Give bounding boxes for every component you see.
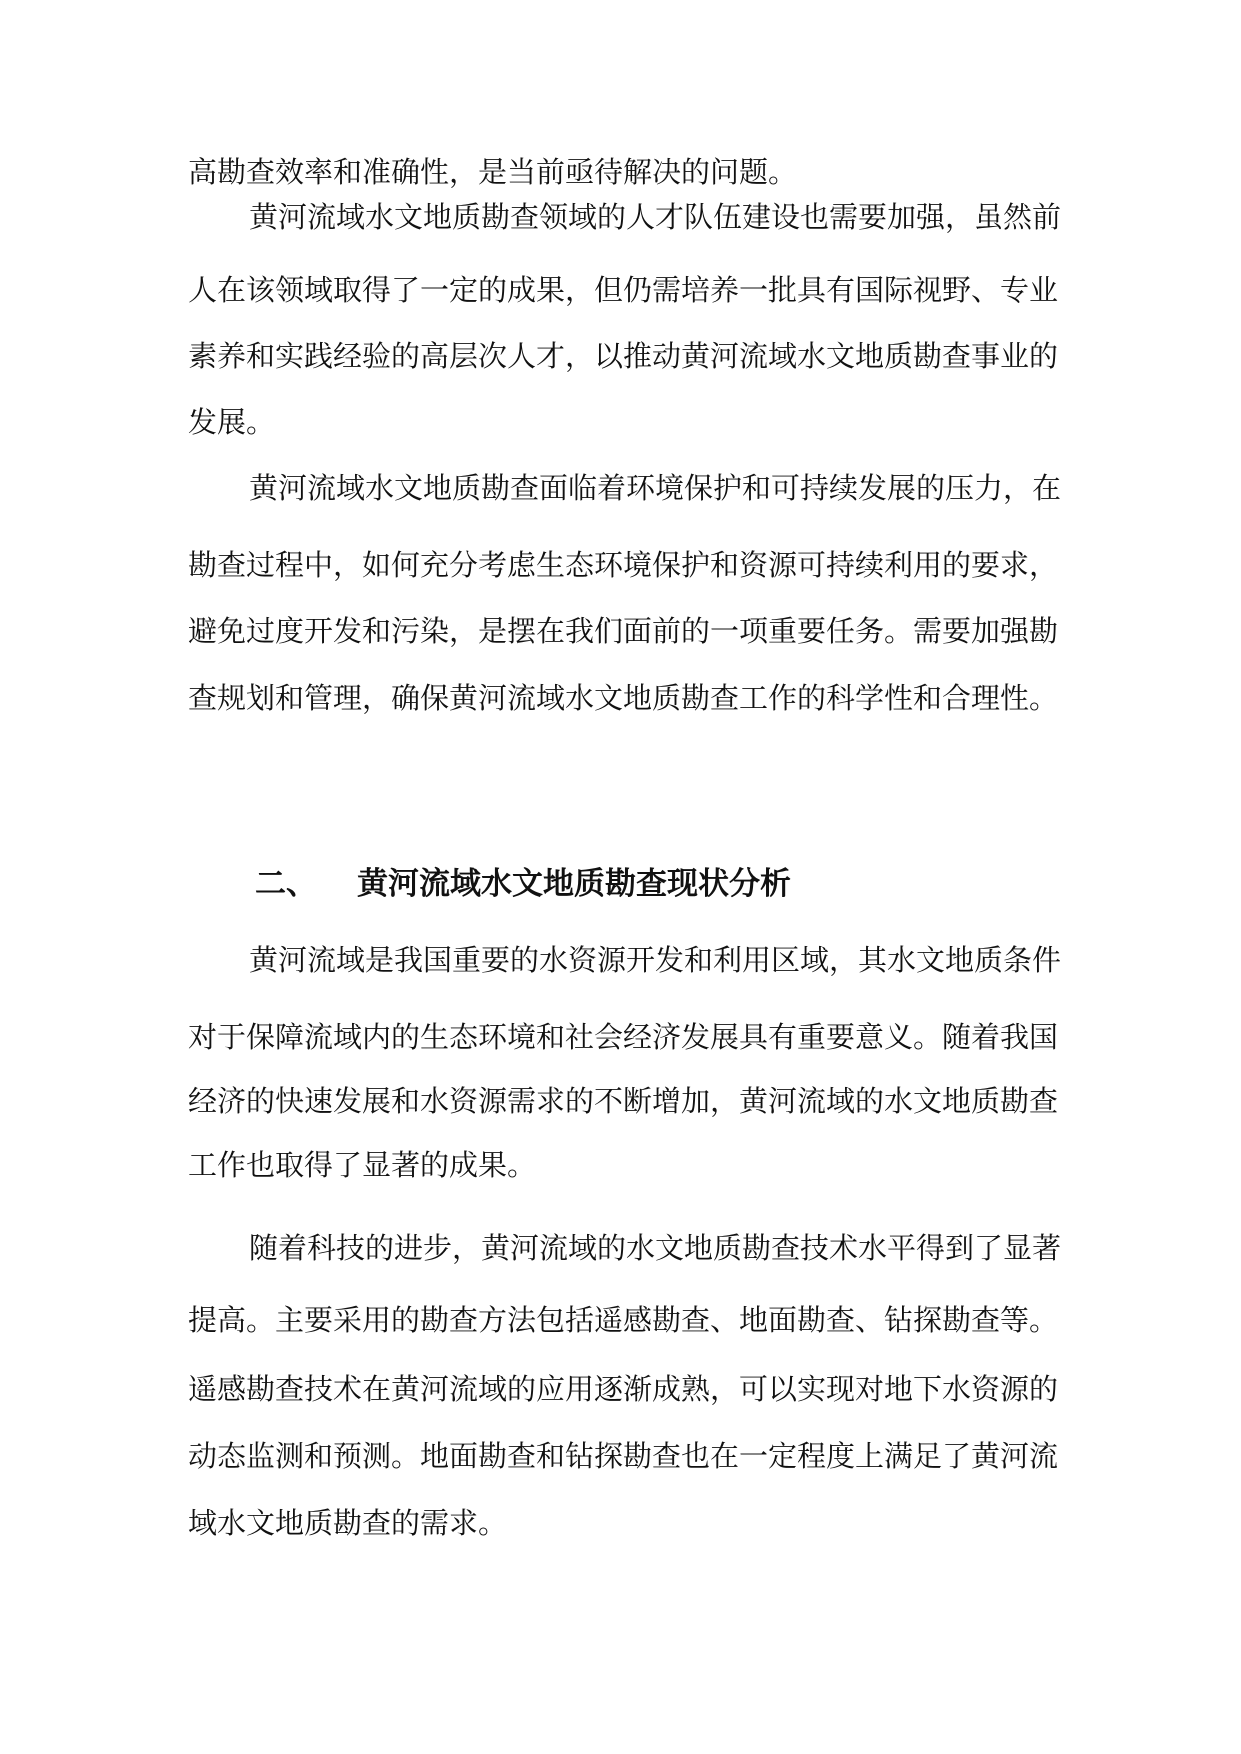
paragraph-line: 黄河流域水文地质勘查面临着环境保护和可持续发展的压力，在 bbox=[249, 471, 1062, 505]
paragraph-line: 勘查过程中，如何充分考虑生态环境保护和资源可持续利用的要求， bbox=[188, 548, 1059, 582]
paragraph-line: 经济的快速发展和水资源需求的不断增加，黄河流域的水文地质勘查 bbox=[188, 1084, 1059, 1118]
paragraph-line: 提高。主要采用的勘查方法包括遥感勘查、地面勘查、钻探勘查等。 bbox=[188, 1303, 1059, 1337]
section-heading bbox=[255, 863, 791, 905]
section-number: 二、 bbox=[255, 866, 317, 902]
paragraph-line: 避免过度开发和污染，是摆在我们面前的一项重要任务。需要加强勘 bbox=[188, 614, 1059, 648]
paragraph-line: 黄河流域水文地质勘查领域的人才队伍建设也需要加强，虽然前 bbox=[249, 200, 1062, 234]
paragraph-line: 域水文地质勘查的需求。 bbox=[188, 1506, 508, 1540]
paragraph-line: 工作也取得了显著的成果。 bbox=[188, 1148, 537, 1182]
paragraph-line: 高勘查效率和准确性，是当前亟待解决的问题。 bbox=[188, 155, 798, 189]
paragraph-line: 黄河流域是我国重要的水资源开发和利用区域，其水文地质条件 bbox=[249, 943, 1062, 977]
paragraph-line: 遥感勘查技术在黄河流域的应用逐渐成熟，可以实现对地下水资源的 bbox=[188, 1372, 1059, 1406]
section-title: 黄河流域水文地质勘查现状分析 bbox=[357, 866, 791, 902]
paragraph-line: 查规划和管理，确保黄河流域水文地质勘查工作的科学性和合理性。 bbox=[188, 681, 1059, 715]
paragraph-line: 随着科技的进步，黄河流域的水文地质勘查技术水平得到了显著 bbox=[249, 1231, 1062, 1265]
paragraph-line: 动态监测和预测。地面勘查和钻探勘查也在一定程度上满足了黄河流 bbox=[188, 1439, 1059, 1473]
paragraph-line: 人在该领域取得了一定的成果，但仍需培养一批具有国际视野、专业 bbox=[188, 273, 1059, 307]
paragraph-line: 素养和实践经验的高层次人才，以推动黄河流域水文地质勘查事业的 bbox=[188, 339, 1059, 373]
paragraph-line: 发展。 bbox=[188, 405, 276, 439]
paragraph-line: 对于保障流域内的生态环境和社会经济发展具有重要意义。随着我国 bbox=[188, 1020, 1059, 1054]
